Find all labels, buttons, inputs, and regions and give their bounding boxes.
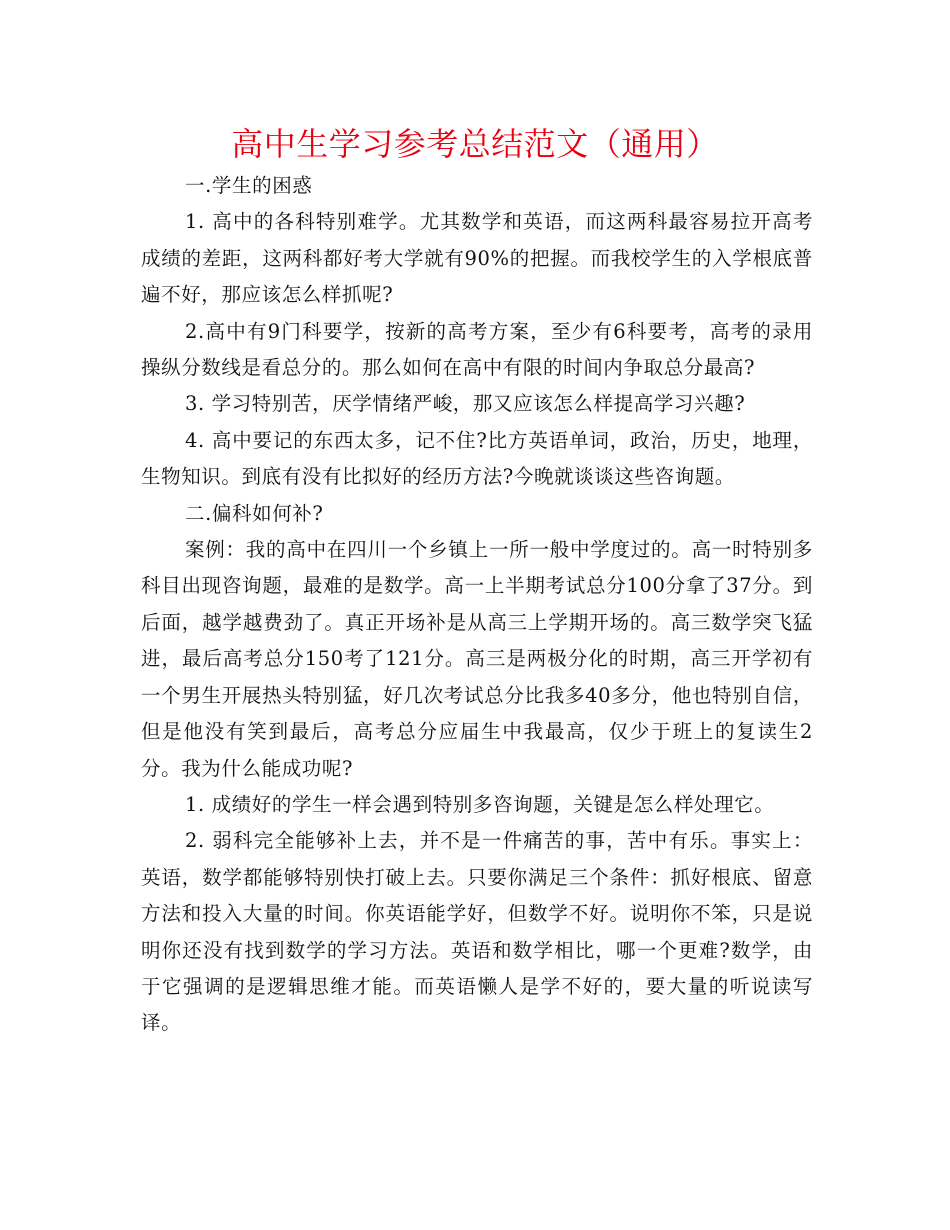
document-title: 高中生学习参考总结范文（通用） (231, 125, 719, 163)
paragraph: 3. 学习特别苦，厌学情绪严峻，那又应该怎么样提高学习兴趣? (185, 392, 746, 416)
document-body (141, 168, 813, 1042)
paragraph: 4. 高中要记的东西太多，记不住?比方英语单词，政治，历史，地理，生物知识。到底有没有比拟好的经历方法?今晚就谈谈这些咨询题。 (141, 428, 813, 489)
paragraph: 2.高中有9门科要学，按新的高考方案，至少有6科要考，高考的录用操纵分数线是看总分的。那么如何在高中有限的时间内争取总分最高? (141, 319, 813, 380)
paragraph: 案例：我的高中在四川一个乡镇上一所一般中学度过的。高一时特别多科目出现咨询题，最难的是数学。高一上半期考试总分100分拿了37分。到后面，越学越费劲了。真正开场补是从高三上学期开场的。高三数学突飞猛进，最后高考总分150考了121分。高三是两极分化的时期，高三开学初有一个男生开展热头特别猛，好几次考试总分比我多40多分，他也特别自信，但是他没有笑到最后，高考总分应届生中我最高，仅少于班上的复读生2分。我为什么能成功呢? (141, 538, 813, 780)
section-heading-2: 二.偏科如何补? (185, 501, 324, 525)
paragraph: 2. 弱科完全能够补上去，并不是一件痛苦的事，苦中有乐。事实上：英语，数学都能够特别快打破上去。只要你满足三个条件：抓好根底、留意方法和投入大量的时间。你英语能学好，但数学不好。说明你不笨，只是说明你还没有找到数学的学习方法。英语和数学相比，哪一个更难?数学，由于它强调的是逻辑思维才能。而英语懒人是学不好的，要大量的听说读写译。 (141, 829, 813, 1035)
section-heading-1: 一.学生的困惑 (185, 174, 313, 197)
paragraph: 1. 高中的各科特别难学。尤其数学和英语，而这两科最容易拉开高考成绩的差距，这两科都好考大学就有90%的把握。而我校学生的入学根底普遍不好，那应该怎么样抓呢? (141, 210, 813, 307)
paragraph: 1. 成绩好的学生一样会遇到特别多咨询题，关键是怎么样处理它。 (185, 792, 775, 816)
